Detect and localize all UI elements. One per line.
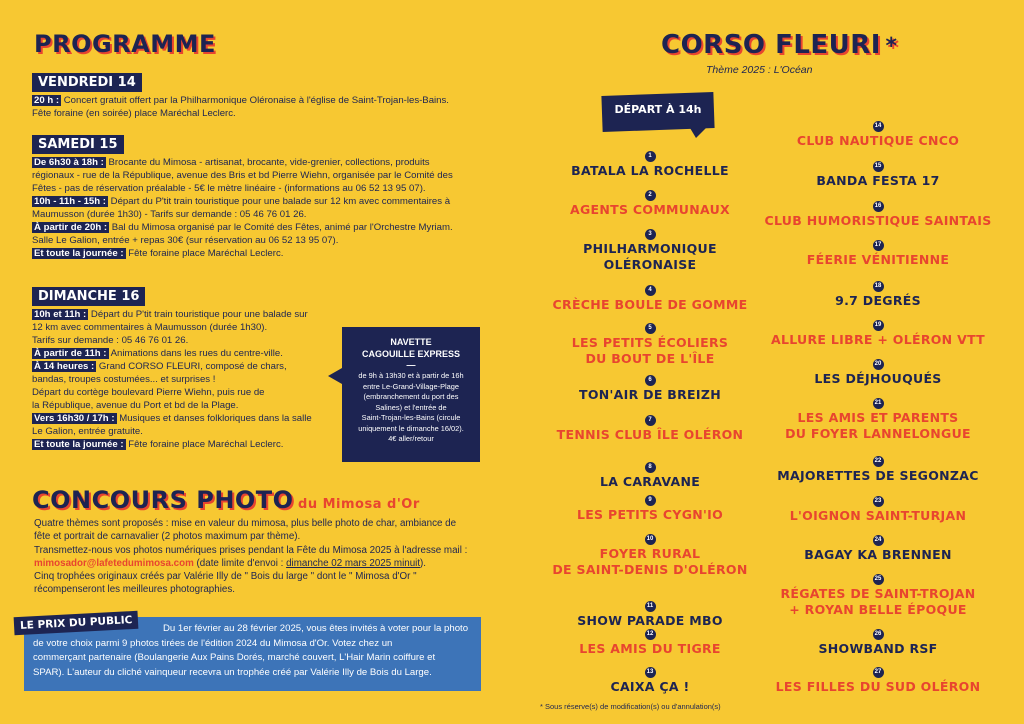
event-text: Tarifs sur demande : 05 46 76 01 26. xyxy=(32,335,189,346)
corso-entry-name: + ROYAN BELLE ÉPOQUE xyxy=(789,602,967,617)
number-circle: 27 xyxy=(873,667,884,678)
number-circle: 8 xyxy=(645,462,656,473)
corso-entry-name: DE SAINT-DENIS D'OLÉRON xyxy=(552,562,748,577)
number-circle: 26 xyxy=(873,629,884,640)
event-text: Maumusson (durée 1h30) - Tarifs sur demande : 05 46 76 01 26. xyxy=(32,209,307,220)
corso-entry-number xyxy=(758,236,998,251)
concours-text: Quatre thèmes sont proposés : mise en valeur du mimosa, plus belle photo de char, ambiance de fête et portrait de carnavalier (2 photos maximum par thème). Transmettez-nous vos photos numériques prises pendant la Fête du Mimosa 2025 à l'adresse mail : mimosador@lafetedumimosa.com (date limite d'envoi : dimanche 02 mars 2025 minuit). Cinq trophées originaux créés par Valérie Illy de " Bois du large " dont le " Mimosa d'Or " récompenseront les meilleures photographies. xyxy=(34,518,468,596)
corso-entry-name: BATALA LA ROCHELLE xyxy=(571,163,729,178)
number-circle: 22 xyxy=(873,456,884,467)
corso-entry xyxy=(758,197,998,228)
event-line xyxy=(32,169,487,182)
navette-line: de 9h à 13h30 et à partir de 16h xyxy=(358,371,464,380)
event-line xyxy=(32,412,352,425)
corso-entry-name: CAIXA ÇA ! xyxy=(610,679,690,694)
navette-text xyxy=(346,371,476,445)
event-line xyxy=(32,182,487,195)
corso-entry xyxy=(758,625,998,656)
event-text: Départ du cortège boulevard Pierre Wiehn, puis rue de xyxy=(32,387,265,398)
corso-entry-name: LA CARAVANE xyxy=(599,474,701,489)
corso-entry-name: CRÈCHE BOULE DE GOMME xyxy=(552,297,748,312)
prix-line: de votre choix parmi 9 photos tirées de l'édition 2024 du Mimosa d'Or. Votez chez un xyxy=(33,637,393,649)
day-label: VENDREDI 14 xyxy=(32,73,142,92)
corso-entry-name: LES PETITS CYGN'IO xyxy=(576,507,724,522)
corso-entry-number xyxy=(530,663,770,678)
event-time: À partir de 20h : xyxy=(34,222,108,233)
event-line xyxy=(32,425,352,438)
corso-entry-name: BANDA FESTA 17 xyxy=(816,173,940,188)
event-text: la République, avenue du Port et bd de la Plage. xyxy=(32,400,239,411)
navette-title: NAVETTE xyxy=(390,337,432,347)
event-text: Le Galion, entrée gratuite. xyxy=(32,426,143,437)
corso-entry-name: 9.7 DEGRÉS xyxy=(835,293,921,308)
concours-heading xyxy=(32,486,420,514)
depart-label: DÉPART À 14h xyxy=(614,103,702,116)
corso-entry-name: FÉERIE VÉNITIENNE xyxy=(806,252,950,267)
corso-entry xyxy=(530,597,770,628)
number-circle: 13 xyxy=(645,667,656,678)
day-saturday xyxy=(32,135,487,260)
corso-entry-name: TON'AIR DE BREIZH xyxy=(579,387,721,402)
event-time: Et toute la journée : xyxy=(34,439,124,450)
corso-entry-name: CLUB NAUTIQUE CNCO xyxy=(796,133,960,148)
corso-entry-name: AGENTS COMMUNAUX xyxy=(570,202,730,217)
navette-line: Salines) et l'entrée de xyxy=(375,402,447,412)
corso-entry xyxy=(530,411,770,442)
event-time: 10h et 11h : xyxy=(34,309,87,320)
number-circle: 1 xyxy=(645,151,656,162)
event-time: De 6h30 à 18h : xyxy=(34,157,104,168)
event-line xyxy=(32,208,487,221)
corso-entry-number xyxy=(530,147,770,162)
corso-entry xyxy=(530,371,770,402)
corso-entry xyxy=(758,531,998,562)
programme-title: PROGRAMME xyxy=(34,30,216,58)
number-circle: 12 xyxy=(645,629,656,640)
prix-line: Du 1er février au 28 février 2025, vous êtes invités à voter pour la photo xyxy=(163,623,469,634)
corso-entry-name: SHOWBAND RSF xyxy=(818,641,938,656)
event-time: Et toute la journée : xyxy=(34,248,124,259)
number-circle: 11 xyxy=(645,601,656,612)
corso-title: CORSO FLEURI xyxy=(661,30,881,60)
corso-entry xyxy=(530,625,770,656)
corso-entry xyxy=(758,316,998,347)
corso-entry xyxy=(530,663,770,694)
event-line xyxy=(32,107,487,120)
event-text: Fête foraine (en soirée) place Maréchal Leclerc. xyxy=(32,108,236,119)
corso-entry-number xyxy=(530,625,770,640)
day-events xyxy=(32,308,352,451)
event-time: 10h - 11h - 15h : xyxy=(34,196,106,207)
event-time: 20 h : xyxy=(34,95,60,106)
corso-entry xyxy=(758,394,998,441)
corso-entry xyxy=(530,319,770,366)
corso-entry-number xyxy=(530,281,770,296)
corso-entry-name: LES AMIS ET PARENTS xyxy=(797,410,959,425)
corso-entry-name: LES PETITS ÉCOLIERS xyxy=(571,335,729,350)
prix-text xyxy=(33,622,478,680)
corso-entry xyxy=(758,492,998,523)
concours-title: CONCOURS PHOTO xyxy=(32,486,294,514)
event-text: Salle Le Galion, entrée + repas 30€ (sur réservation au 06 52 13 95 07). xyxy=(32,235,339,246)
day-events xyxy=(32,156,487,260)
depart-pointer xyxy=(690,128,706,138)
corso-entry-number xyxy=(758,316,998,331)
corso-entry xyxy=(758,355,998,386)
number-circle: 3 xyxy=(645,229,656,240)
event-text: Animations dans les rues du centre-ville. xyxy=(108,348,283,359)
number-circle: 6 xyxy=(645,375,656,386)
event-text: Fête foraine place Maréchal Leclerc. xyxy=(125,248,284,259)
navette-pointer xyxy=(328,368,342,384)
corso-entry xyxy=(758,236,998,267)
event-line xyxy=(32,373,352,386)
corso-entry-number xyxy=(758,531,998,546)
event-text: Musiques et danses folkloriques dans la salle xyxy=(116,413,312,424)
concours-email[interactable]: mimosador@lafetedumimosa.com xyxy=(34,557,194,569)
corso-entry-name: OLÉRONAISE xyxy=(603,257,697,272)
corso-entry-number xyxy=(758,394,998,409)
event-time: À partir de 11h : xyxy=(34,348,107,359)
corso-entry xyxy=(530,281,770,312)
corso-entry-number xyxy=(530,458,770,473)
number-circle: 25 xyxy=(873,574,884,585)
event-text: Départ du P'tit train touristique pour une balade sur 12 km avec commentaires à xyxy=(107,196,451,207)
event-text: régionaux - rue de la République, avenue des Bris et bd Pierre Wiehn, organisée par le Comité des xyxy=(32,170,453,181)
navette-divider: — xyxy=(406,360,416,370)
corso-entry xyxy=(758,452,998,483)
concours-subtitle: du Mimosa d'Or xyxy=(298,497,420,512)
corso-footnote: * Sous réserve(s) de modification(s) ou d'annulation(s) xyxy=(540,702,721,711)
corso-entry-name: LES FILLES DU SUD OLÉRON xyxy=(775,679,981,694)
corso-entry-number xyxy=(758,157,998,172)
corso-entry-name: TENNIS CLUB ÎLE OLÉRON xyxy=(556,427,744,442)
event-text: Grand CORSO FLEURI, composé de chars, xyxy=(96,361,287,372)
corso-entry-number xyxy=(530,186,770,201)
corso-entry xyxy=(758,277,998,308)
event-text: bandas, troupes costumées... et surprises ! xyxy=(32,374,216,385)
corso-entry-number xyxy=(758,492,998,507)
navette-line: 4€ aller/retour xyxy=(388,434,434,443)
day-events xyxy=(32,94,487,120)
navette-line: (embranchement du port des xyxy=(363,392,459,401)
event-time: À 14 heures : xyxy=(34,361,95,372)
concours-deadline: dimanche 02 mars 2025 minuit xyxy=(286,557,421,569)
corso-entry-name: RÉGATES DE SAINT-TROJAN xyxy=(780,586,976,601)
event-line xyxy=(32,221,487,234)
event-text: Départ du P'tit train touristique pour une balade sur xyxy=(88,309,308,320)
corso-entry-name: DU FOYER LANNELONGUE xyxy=(785,426,971,441)
event-text: Brocante du Mimosa - artisanat, brocante, vide-grenier, collections, produits xyxy=(105,157,430,168)
corso-entry-name: FOYER RURAL xyxy=(599,546,701,561)
navette-line: uniquement le dimanche 16/02). xyxy=(358,423,464,433)
number-circle: 16 xyxy=(873,201,884,212)
event-line xyxy=(32,347,352,360)
corso-entry-name: CLUB HUMORISTIQUE SAINTAIS xyxy=(764,213,992,228)
prix-line: commerçant partenaire (Boulangerie Aux Pains Dorés, marché couvert, L'Hair Marin coiffure et xyxy=(33,652,436,663)
prix-title: LE PRIX DU PUBLIC xyxy=(14,611,139,635)
number-circle: 19 xyxy=(873,320,884,331)
corso-entry-number xyxy=(530,491,770,506)
day-label: SAMEDI 15 xyxy=(32,135,124,154)
corso-entry xyxy=(758,570,998,617)
corso-entry-number xyxy=(530,530,770,545)
event-line xyxy=(32,386,352,399)
event-line xyxy=(32,156,487,169)
corso-entry-number xyxy=(530,319,770,334)
number-circle: 9 xyxy=(645,495,656,506)
event-text: Bal du Mimosa organisé par le Comité des Fêtes, animé par l'Orchestre Myriam. xyxy=(109,222,453,233)
event-line xyxy=(32,399,352,412)
corso-entry-name: LES AMIS DU TIGRE xyxy=(579,641,721,656)
corso-entry-number xyxy=(758,570,998,585)
day-label: DIMANCHE 16 xyxy=(32,287,145,306)
number-circle: 7 xyxy=(645,415,656,426)
corso-entry xyxy=(530,225,770,272)
navette-line: Saint-Trojan-les-Bains (circule xyxy=(361,413,461,422)
corso-entry-number xyxy=(758,117,998,132)
event-text: Concert gratuit offert par la Philharmonique Oléronaise à l'église de Saint-Trojan-les-Bains. xyxy=(61,95,449,106)
corso-theme: Thème 2025 : L'Océan xyxy=(706,64,813,76)
navette-box xyxy=(342,327,480,462)
number-circle: 21 xyxy=(873,398,884,409)
event-text: Fêtes - pas de réservation préalable - 5€ le mètre linéaire - (informations au 06 52 13 95 07). xyxy=(32,183,426,194)
number-circle: 4 xyxy=(645,285,656,296)
corso-entry-number xyxy=(530,411,770,426)
corso-entry-name: DU BOUT DE L'ÎLE xyxy=(585,351,715,366)
day-sunday xyxy=(32,287,352,451)
event-line xyxy=(32,195,487,208)
corso-entry-number xyxy=(758,355,998,370)
corso-star: * xyxy=(885,34,898,59)
navette-line: entre Le-Grand-Village-Plage xyxy=(363,381,459,391)
number-circle: 10 xyxy=(645,534,656,545)
number-circle: 24 xyxy=(873,535,884,546)
number-circle: 20 xyxy=(873,359,884,370)
navette-subtitle: CAGOUILLE EXPRESS xyxy=(361,349,460,359)
corso-entry-name: L'OIGNON SAINT-TURJAN xyxy=(789,508,967,523)
event-text: 12 km avec commentaires à Maumusson (durée 1h30). xyxy=(32,322,268,333)
event-time: Vers 16h30 / 17h : xyxy=(34,413,115,424)
corso-entry xyxy=(530,147,770,178)
corso-entry-name: ALLURE LIBRE + OLÉRON VTT xyxy=(770,332,986,347)
number-circle: 15 xyxy=(873,161,884,172)
event-line xyxy=(32,234,487,247)
corso-entry-number xyxy=(758,625,998,640)
prix-line: SPAR). L'auteur du cliché vainqueur recevra un trophée créé par Valérie Illy de Bois du Large. xyxy=(33,666,432,678)
corso-entry-name: PHILHARMONIQUE xyxy=(583,241,717,256)
event-line xyxy=(32,94,487,107)
corso-entry-number xyxy=(530,597,770,612)
corso-entry xyxy=(530,530,770,577)
corso-entry xyxy=(758,663,998,694)
number-circle: 23 xyxy=(873,496,884,507)
event-line xyxy=(32,321,352,334)
corso-entry-number xyxy=(758,452,998,467)
corso-entry xyxy=(530,491,770,522)
corso-entry-name: SHOW PARADE MBO xyxy=(577,613,723,628)
corso-entry-number xyxy=(758,197,998,212)
number-circle: 17 xyxy=(873,240,884,251)
corso-entry-number xyxy=(758,277,998,292)
corso-entry-name: BAGAY KA BRENNEN xyxy=(804,547,952,562)
event-line xyxy=(32,247,487,260)
number-circle: 18 xyxy=(873,281,884,292)
corso-entry xyxy=(758,157,998,188)
corso-entry-name: LES DÉJHOUQUÉS xyxy=(814,371,942,386)
event-line xyxy=(32,360,352,373)
corso-entry-number xyxy=(530,371,770,386)
corso-entry xyxy=(758,117,998,148)
number-circle: 2 xyxy=(645,190,656,201)
corso-entry-number xyxy=(530,225,770,240)
day-friday xyxy=(32,73,487,120)
event-text: Fête foraine place Maréchal Leclerc. xyxy=(125,439,284,450)
event-line xyxy=(32,334,352,347)
number-circle: 5 xyxy=(645,323,656,334)
corso-heading xyxy=(661,30,897,60)
corso-entry xyxy=(530,186,770,217)
event-line xyxy=(32,308,352,321)
corso-entry xyxy=(530,458,770,489)
event-line xyxy=(32,438,352,451)
corso-entry-number xyxy=(758,663,998,678)
corso-entry-name: MAJORETTES DE SEGONZAC xyxy=(777,468,979,483)
number-circle: 14 xyxy=(873,121,884,132)
